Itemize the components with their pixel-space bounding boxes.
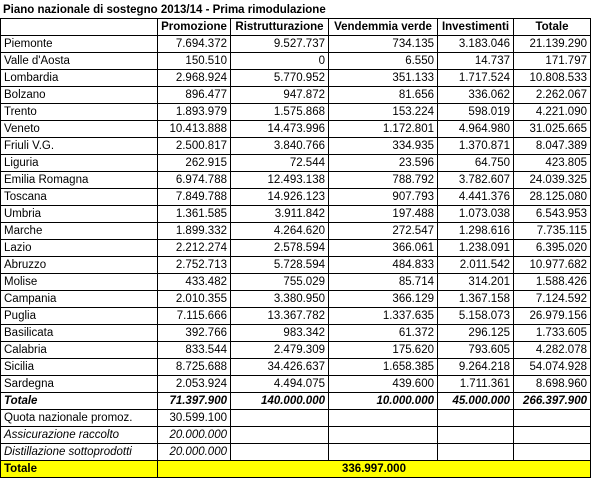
region-cell[interactable]: Emilia Romagna xyxy=(1,172,158,189)
value-cell[interactable]: 8.698.960 xyxy=(514,376,591,393)
table-row xyxy=(1,53,591,70)
value-cell[interactable]: 793.605 xyxy=(438,342,514,359)
table-row xyxy=(1,342,591,359)
value-cell[interactable]: 85.714 xyxy=(329,274,438,291)
table-row xyxy=(1,87,591,104)
region-cell[interactable]: Toscana xyxy=(1,189,158,206)
value-cell[interactable]: 3.782.607 xyxy=(438,172,514,189)
value-cell[interactable]: 7.115.666 xyxy=(158,308,231,325)
empty-cell[interactable] xyxy=(329,444,438,461)
column-header[interactable]: Totale xyxy=(514,19,591,36)
value-cell[interactable]: 433.482 xyxy=(158,274,231,291)
header-cell-empty[interactable] xyxy=(1,19,158,36)
region-cell[interactable]: Friuli V.G. xyxy=(1,138,158,155)
value-cell[interactable]: 14.737 xyxy=(438,53,514,70)
table-row xyxy=(1,206,591,223)
value-cell[interactable]: 833.544 xyxy=(158,342,231,359)
value-cell[interactable]: 1.337.635 xyxy=(329,308,438,325)
value-cell[interactable]: 484.833 xyxy=(329,257,438,274)
table-row xyxy=(1,155,591,172)
value-cell[interactable]: 366.061 xyxy=(329,240,438,257)
table-row xyxy=(1,189,591,206)
extra-label-cell[interactable]: Assicurazione raccolto xyxy=(1,427,158,444)
value-cell[interactable]: 439.600 xyxy=(329,376,438,393)
value-cell[interactable]: 1.238.091 xyxy=(438,240,514,257)
total-row xyxy=(1,393,591,410)
value-cell[interactable]: 3.840.766 xyxy=(231,138,329,155)
empty-cell[interactable] xyxy=(438,427,514,444)
value-cell[interactable]: 3.911.842 xyxy=(231,206,329,223)
region-cell[interactable]: Sardegna xyxy=(1,376,158,393)
value-cell[interactable]: 8.047.389 xyxy=(514,138,591,155)
value-cell[interactable]: 423.805 xyxy=(514,155,591,172)
region-cell[interactable]: Basilicata xyxy=(1,325,158,342)
grand-total-row xyxy=(1,461,591,478)
value-cell[interactable]: 262.915 xyxy=(158,155,231,172)
region-cell[interactable]: Lazio xyxy=(1,240,158,257)
value-cell[interactable]: 5.728.594 xyxy=(231,257,329,274)
value-cell[interactable]: 1.361.585 xyxy=(158,206,231,223)
value-cell[interactable]: 1.711.361 xyxy=(438,376,514,393)
extra-value-cell[interactable]: 20.000.000 xyxy=(158,444,231,461)
region-cell[interactable]: Calabria xyxy=(1,342,158,359)
value-cell[interactable]: 1.370.871 xyxy=(438,138,514,155)
value-cell[interactable]: 896.477 xyxy=(158,87,231,104)
total-value-cell[interactable]: 266.397.900 xyxy=(514,393,591,410)
extra-label-cell[interactable]: Distillazione sottoprodotti xyxy=(1,444,158,461)
table-row xyxy=(1,308,591,325)
value-cell[interactable]: 3.183.046 xyxy=(438,36,514,53)
value-cell[interactable]: 734.135 xyxy=(329,36,438,53)
value-cell[interactable]: 2.212.274 xyxy=(158,240,231,257)
value-cell[interactable]: 10.808.533 xyxy=(514,70,591,87)
region-cell[interactable]: Campania xyxy=(1,291,158,308)
value-cell[interactable]: 1.899.332 xyxy=(158,223,231,240)
value-cell[interactable]: 366.129 xyxy=(329,291,438,308)
table-row xyxy=(1,257,591,274)
value-cell[interactable]: 2.500.817 xyxy=(158,138,231,155)
empty-cell[interactable] xyxy=(329,427,438,444)
region-cell[interactable]: Piemonte xyxy=(1,36,158,53)
total-value-cell[interactable]: 10.000.000 xyxy=(329,393,438,410)
region-cell[interactable]: Molise xyxy=(1,274,158,291)
column-header[interactable]: Ristrutturazione xyxy=(231,19,329,36)
value-cell[interactable]: 2.010.355 xyxy=(158,291,231,308)
column-header[interactable]: Investimenti xyxy=(438,19,514,36)
value-cell[interactable]: 6.543.953 xyxy=(514,206,591,223)
value-cell[interactable]: 14.473.996 xyxy=(231,121,329,138)
value-cell[interactable]: 12.493.138 xyxy=(231,172,329,189)
value-cell[interactable]: 2.011.542 xyxy=(438,257,514,274)
value-cell[interactable]: 4.221.090 xyxy=(514,104,591,121)
value-cell[interactable]: 4.494.075 xyxy=(231,376,329,393)
region-cell[interactable]: Puglia xyxy=(1,308,158,325)
value-cell[interactable]: 150.510 xyxy=(158,53,231,70)
extra-row xyxy=(1,410,591,427)
value-cell[interactable]: 2.968.924 xyxy=(158,70,231,87)
value-cell[interactable]: 598.019 xyxy=(438,104,514,121)
value-cell[interactable]: 296.125 xyxy=(438,325,514,342)
region-cell[interactable]: Umbria xyxy=(1,206,158,223)
value-cell[interactable]: 4.282.078 xyxy=(514,342,591,359)
value-cell[interactable]: 4.264.620 xyxy=(231,223,329,240)
table-row xyxy=(1,359,591,376)
value-cell[interactable]: 983.342 xyxy=(231,325,329,342)
value-cell[interactable]: 1.733.605 xyxy=(514,325,591,342)
empty-cell[interactable] xyxy=(231,444,329,461)
table-row xyxy=(1,223,591,240)
value-cell[interactable]: 10.977.682 xyxy=(514,257,591,274)
region-cell[interactable]: Bolzano xyxy=(1,87,158,104)
value-cell[interactable]: 72.544 xyxy=(231,155,329,172)
total-value-cell[interactable]: 45.000.000 xyxy=(438,393,514,410)
region-cell[interactable]: Liguria xyxy=(1,155,158,172)
value-cell[interactable]: 1.575.868 xyxy=(231,104,329,121)
empty-cell[interactable] xyxy=(514,444,591,461)
value-cell[interactable]: 7.849.788 xyxy=(158,189,231,206)
table-row xyxy=(1,376,591,393)
value-cell[interactable]: 13.367.782 xyxy=(231,308,329,325)
value-cell[interactable]: 6.550 xyxy=(329,53,438,70)
value-cell[interactable]: 334.935 xyxy=(329,138,438,155)
value-cell[interactable]: 2.752.713 xyxy=(158,257,231,274)
value-cell[interactable]: 54.074.928 xyxy=(514,359,591,376)
value-cell[interactable]: 10.413.888 xyxy=(158,121,231,138)
grand-total-value[interactable]: 336.997.000 xyxy=(158,461,591,478)
value-cell[interactable]: 7.694.372 xyxy=(158,36,231,53)
empty-cell[interactable] xyxy=(231,410,329,427)
value-cell[interactable]: 8.725.688 xyxy=(158,359,231,376)
sheet-title: Piano nazionale di sostegno 2013/14 - Prima rimodulazione xyxy=(3,4,326,16)
region-cell[interactable]: Marche xyxy=(1,223,158,240)
value-cell[interactable]: 26.979.156 xyxy=(514,308,591,325)
empty-cell[interactable] xyxy=(514,427,591,444)
value-cell[interactable]: 6.395.020 xyxy=(514,240,591,257)
table-row xyxy=(1,172,591,189)
value-cell[interactable]: 314.201 xyxy=(438,274,514,291)
value-cell[interactable]: 0 xyxy=(231,53,329,70)
extra-value-cell[interactable]: 20.000.000 xyxy=(158,427,231,444)
value-cell[interactable]: 9.527.737 xyxy=(231,36,329,53)
value-cell[interactable]: 907.793 xyxy=(329,189,438,206)
value-cell[interactable]: 34.426.637 xyxy=(231,359,329,376)
extra-row xyxy=(1,444,591,461)
column-header[interactable]: Promozione xyxy=(158,19,231,36)
empty-cell[interactable] xyxy=(329,410,438,427)
value-cell[interactable]: 5.770.952 xyxy=(231,70,329,87)
region-cell[interactable]: Abruzzo xyxy=(1,257,158,274)
data-table xyxy=(0,18,591,478)
table-row xyxy=(1,291,591,308)
value-cell[interactable]: 81.656 xyxy=(329,87,438,104)
value-cell[interactable]: 336.062 xyxy=(438,87,514,104)
value-cell[interactable]: 31.025.665 xyxy=(514,121,591,138)
empty-cell[interactable] xyxy=(231,427,329,444)
value-cell[interactable]: 3.380.950 xyxy=(231,291,329,308)
value-cell[interactable]: 272.547 xyxy=(329,223,438,240)
value-cell[interactable]: 28.125.080 xyxy=(514,189,591,206)
region-cell[interactable]: Valle d'Aosta xyxy=(1,53,158,70)
empty-cell[interactable] xyxy=(438,410,514,427)
value-cell[interactable]: 171.797 xyxy=(514,53,591,70)
value-cell[interactable]: 24.039.325 xyxy=(514,172,591,189)
table-row xyxy=(1,138,591,155)
value-cell[interactable]: 197.488 xyxy=(329,206,438,223)
value-cell[interactable]: 61.372 xyxy=(329,325,438,342)
value-cell[interactable]: 392.766 xyxy=(158,325,231,342)
table-row xyxy=(1,240,591,257)
value-cell[interactable]: 1.588.426 xyxy=(514,274,591,291)
value-cell[interactable]: 755.029 xyxy=(231,274,329,291)
value-cell[interactable]: 2.479.309 xyxy=(231,342,329,359)
extra-label-cell[interactable]: Quota nazionale promoz. xyxy=(1,410,158,427)
value-cell[interactable]: 64.750 xyxy=(438,155,514,172)
value-cell[interactable]: 4.441.376 xyxy=(438,189,514,206)
header-row xyxy=(1,19,591,36)
column-header[interactable]: Vendemmia verde xyxy=(329,19,438,36)
value-cell[interactable]: 9.264.218 xyxy=(438,359,514,376)
table-row xyxy=(1,36,591,53)
value-cell[interactable]: 1.367.158 xyxy=(438,291,514,308)
value-cell[interactable]: 153.224 xyxy=(329,104,438,121)
value-cell[interactable]: 2.053.924 xyxy=(158,376,231,393)
value-cell[interactable]: 2.262.067 xyxy=(514,87,591,104)
value-cell[interactable]: 1.298.616 xyxy=(438,223,514,240)
value-cell[interactable]: 1.893.979 xyxy=(158,104,231,121)
grand-total-label[interactable]: Totale xyxy=(1,461,158,478)
value-cell[interactable]: 6.974.788 xyxy=(158,172,231,189)
value-cell[interactable]: 4.964.980 xyxy=(438,121,514,138)
region-cell[interactable]: Trento xyxy=(1,104,158,121)
value-cell[interactable]: 351.133 xyxy=(329,70,438,87)
empty-cell[interactable] xyxy=(514,410,591,427)
value-cell[interactable]: 1.073.038 xyxy=(438,206,514,223)
value-cell[interactable]: 175.620 xyxy=(329,342,438,359)
value-cell[interactable]: 1.172.801 xyxy=(329,121,438,138)
region-cell[interactable]: Lombardia xyxy=(1,70,158,87)
extra-row xyxy=(1,427,591,444)
value-cell[interactable]: 21.139.290 xyxy=(514,36,591,53)
table-row xyxy=(1,274,591,291)
empty-cell[interactable] xyxy=(438,444,514,461)
value-cell[interactable]: 7.735.115 xyxy=(514,223,591,240)
total-label-cell[interactable]: Totale xyxy=(1,393,158,410)
value-cell[interactable]: 2.578.594 xyxy=(231,240,329,257)
value-cell[interactable]: 947.872 xyxy=(231,87,329,104)
value-cell[interactable]: 1.658.385 xyxy=(329,359,438,376)
table-row xyxy=(1,70,591,87)
value-cell[interactable]: 7.124.592 xyxy=(514,291,591,308)
value-cell[interactable]: 1.717.524 xyxy=(438,70,514,87)
value-cell[interactable]: 14.926.123 xyxy=(231,189,329,206)
total-value-cell[interactable]: 140.000.000 xyxy=(231,393,329,410)
region-cell[interactable]: Veneto xyxy=(1,121,158,138)
table-row xyxy=(1,104,591,121)
table-row xyxy=(1,121,591,138)
value-cell[interactable]: 788.792 xyxy=(329,172,438,189)
extra-value-cell[interactable]: 30.599.100 xyxy=(158,410,231,427)
value-cell[interactable]: 5.158.073 xyxy=(438,308,514,325)
region-cell[interactable]: Sicilia xyxy=(1,359,158,376)
value-cell[interactable]: 23.596 xyxy=(329,155,438,172)
table-row xyxy=(1,325,591,342)
total-value-cell[interactable]: 71.397.900 xyxy=(158,393,231,410)
